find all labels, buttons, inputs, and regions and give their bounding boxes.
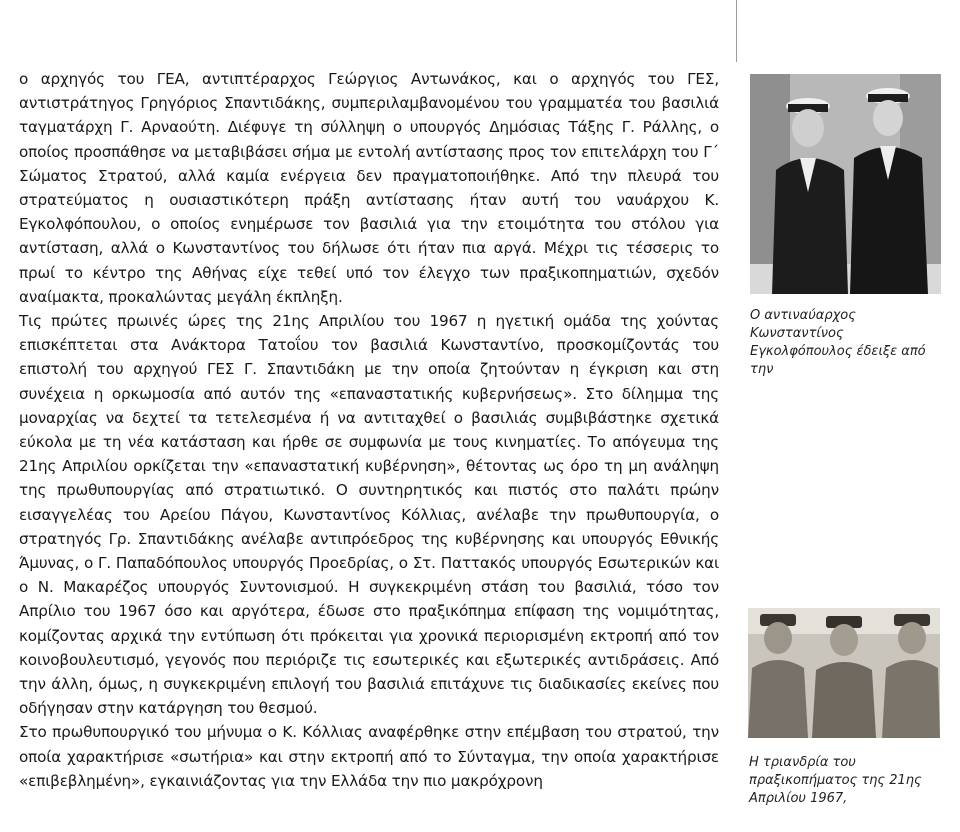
photo-junta-triumvirate	[748, 608, 940, 738]
photo2-caption: Η τριανδρία του πραξικοπήματος της 21ης Απριλίου 1967,	[749, 755, 922, 806]
photo1-caption: Ο αντιναύαρχος Κωνσταντίνος Εγκολφόπουλος έδειξε από την	[750, 308, 926, 377]
article-paragraph-2: Τις πρώτες πρωινές ώρες της 21ης Απριλίου του 1967 η ηγετική ομάδα της χούντας επισκέπτεται στα Ανάκτορα Τατοΐου τον βασιλιά Κωνσταντίνο, προσκομίζοντάς του επιστολή του αρχηγού ΓΕΣ Γ. Σπαντιδάκη με την οποία ζητούνταν η έγκριση και στη συνέχεια η ορκωμοσία από αυτόν της «επαναστατικής κυβερνήσεως». Στο δίλημμα της μοναρχίας να δεχτεί τα τετελεσμένα ή να αντιταχθεί ο βασιλιάς συμβιβάστηκε σχετικά εύκολα με τη νέα κατάσταση και ήρθε σε συμφωνία με τους κινηματίες. Το απόγευμα της 21ης Απριλίου ορκίζεται την «επαναστατική κυβέρνηση», θέτοντας ως όρο τη μη ανάληψη της πρωθυπουργίας από στρατιωτικό. Ο συντηρητικός και πιστός στο παλάτι πρώην εισαγγελέας του Αρείου Πάγου, Κωνσταντίνος Κόλλιας, ανέλαβε την πρωθυπουργία, ο στρατηγός Γρ. Σπαντιδάκης ανέλαβε αντιπρόεδρος της κυβέρνησης και υπουργός Εθνικής Άμυνας, ο Γ. Παπαδόπουλος υπουργός Προεδρίας, ο Στ. Παττακός υπουργός Εσωτερικών και ο Ν. Μακαρέζος υπουργός Συντονισμού. Η συγκεκριμένη στάση του βασιλιά, τόσο τον Απρίλιο του 1967 όσο και αργότερα, έδωσε στο πραξικόπημα επίφαση της νομιμότητας, κομίζοντας αρχικά την εντύπωση ότι πρόκειται για χρονικά περιορισμένη εκτροπή από τον κοινοβουλευτισμό, γεγονός που περιόριζε τις εσωτερικές και εξωτερικές αντιδράσεις. Από την άλλη, όμως, η συγκεκριμένη επιλογή του βασιλιά επιτάχυνε τις διαδικασίες εκείνες που οδήγησαν στην κατάργηση του θεσμού.	[19, 312, 719, 718]
photo-naval-officers	[750, 74, 941, 294]
article-body	[19, 67, 719, 793]
article-paragraph-1: ο αρχηγός του ΓΕΑ, αντιπτέραρχος Γεώργιος Αντωνάκος, και ο αρχηγός του ΓΕΣ, αντιστράτηγος Γρηγόριος Σπαντιδάκης, συμπεριλαμβανομένου του γραμματέα του βασιλιά ταγματάρχη Γ. Αρναούτη. Διέφυγε τη σύλληψη ο υπουργός Δημόσιας Τάξης Γ. Ράλλης, ο οποίος προσπάθησε να μεταβιβάσει σήμα με εντολή αντίστασης προς τον επιτελάρχη του Γ΄ Σώματος Στρατού, αλλά καμία ενέργεια δεν πραγματοποιήθηκε. Από την πλευρά του στρατεύματος η ουσιαστικότερη πράξη αντίστασης ήταν αυτή του ναυάρχου Κ. Εγκολφόπουλου, ο οποίος ενημέρωσε τον βασιλιά για την ετοιμότητα του στόλου για αντίσταση, αλλά ο Κωνσταντίνος του δήλωσε ότι ήταν πια αργά. Μέχρι τις τέσσερις το πρωί το κέντρο της Αθήνας είχε τεθεί υπό τον έλεγχο των πραξικοπηματιών, σχεδόν αναίμακτα, προκαλώντας μεγάλη έκπληξη.	[19, 70, 719, 306]
article-paragraph-3: Στο πρωθυπουργικό του μήνυμα ο Κ. Κόλλιας αναφέρθηκε στην επέμβαση του στρατού, την οποία χαρακτήρισε «σωτήρια» και στην εκτροπή από το Σύνταγμα, την οποία χαρακτήρισε «επιβεβλημένη», εγκαινιάζοντας για την Ελλάδα την πιο μακρόχρονη	[19, 723, 719, 790]
column-divider	[736, 0, 737, 62]
